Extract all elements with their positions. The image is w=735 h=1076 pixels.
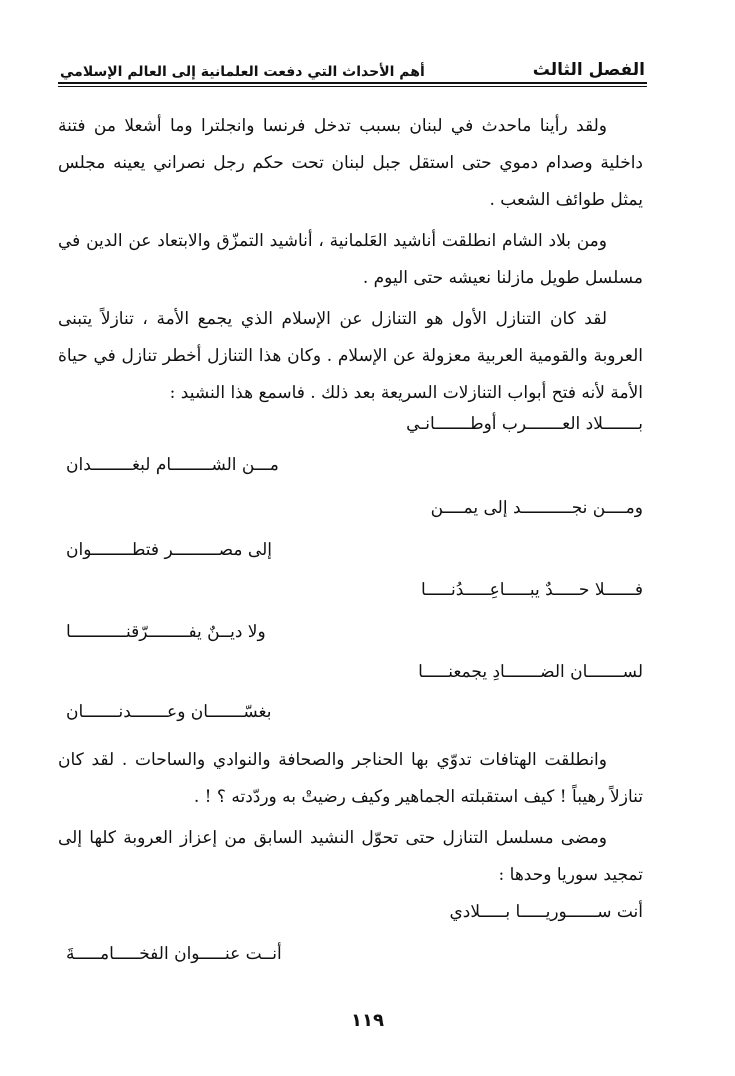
page-number: ١١٩: [351, 1010, 384, 1031]
verse-line: إلى مصـــــــــر فتطــــــــوان: [66, 540, 272, 560]
running-header: [60, 52, 645, 80]
verse-line: فــــــلا حـــــدٌ يبـــــاعِـــــدُنـــــا: [420, 580, 643, 600]
body-text-2: [58, 742, 643, 898]
running-title: أهم الأحداث التي دفعت العلمانية إلى العالم الإسلامي: [60, 64, 425, 80]
verse-line: لســـــــان الضـــــــادِ يجمعنـــــا: [418, 662, 643, 682]
chapter-title: الفصل الثالث: [532, 60, 645, 80]
verse-line: مـــن الشــــــــام لبغــــــــدان: [66, 455, 279, 475]
verse-line: ولا ديــنٌ يفــــــــرّقنـــــــــــا: [66, 622, 266, 642]
header-rule-thin: [58, 86, 647, 87]
verse-line: ومــــن نجــــــــــد إلى يمــــن: [430, 498, 643, 518]
body-text: [58, 108, 643, 416]
paragraph-concession: لقد كان التنازل الأول هو التنازل عن الإسلام الذي يجمع الأمة ، تنازلاً يتبنى العروبة والقومية العربية معزولة عن الإسلام . وكان هذا التنازل أخطر تنازل في حياة الأمة لأنه فتح أبواب التنازلات السريعة بعد ذلك . فاسمع هذا النشيد :: [58, 309, 643, 403]
paragraph-chants: وانطلقت الهتافات تدوّي بها الحناجر والصحافة والنوادي والساحات . لقد كان تنازلاً رهيباً ! كيف استقبلته الجماهير وكيف رضيتْ به وردّدته ؟ ! .: [58, 750, 643, 807]
verse-line: بغسّـــــــان وعـــــــدنـــــــان: [66, 702, 272, 722]
paragraph-syria: ومضى مسلسل التنازل حتى تحوّل النشيد السابق من إعزاز العروبة كلها إلى تمجيد سوريا وحدها :: [58, 828, 643, 885]
header-rule: [58, 82, 647, 84]
verse-line: أنــت عنـــــوان الفخـــــامـــــةَ: [66, 944, 282, 964]
paragraph-lebanon: ولقد رأينا ماحدث في لبنان بسبب تدخل فرنسا وانجلترا وما أشعلا من فتنة داخلية وصدام دموي حتى استقل جبل لبنان تحت حكم رجل نصراني يعينه مجلس يمثل طوائف الشعب .: [58, 116, 643, 210]
verse-line: بـــــــلاد العـــــــرب أوطـــــــانـي: [406, 414, 643, 434]
paragraph-sham: ومن بلاد الشام انطلقت أناشيد العَلمانية ، أناشيد التمزّق والابتعاد عن الدين في مسلسل طويل مازلنا نعيشه حتى اليوم .: [58, 231, 643, 288]
verse-line: أنت ســــــوريـــــا بـــــلادي: [449, 902, 643, 922]
